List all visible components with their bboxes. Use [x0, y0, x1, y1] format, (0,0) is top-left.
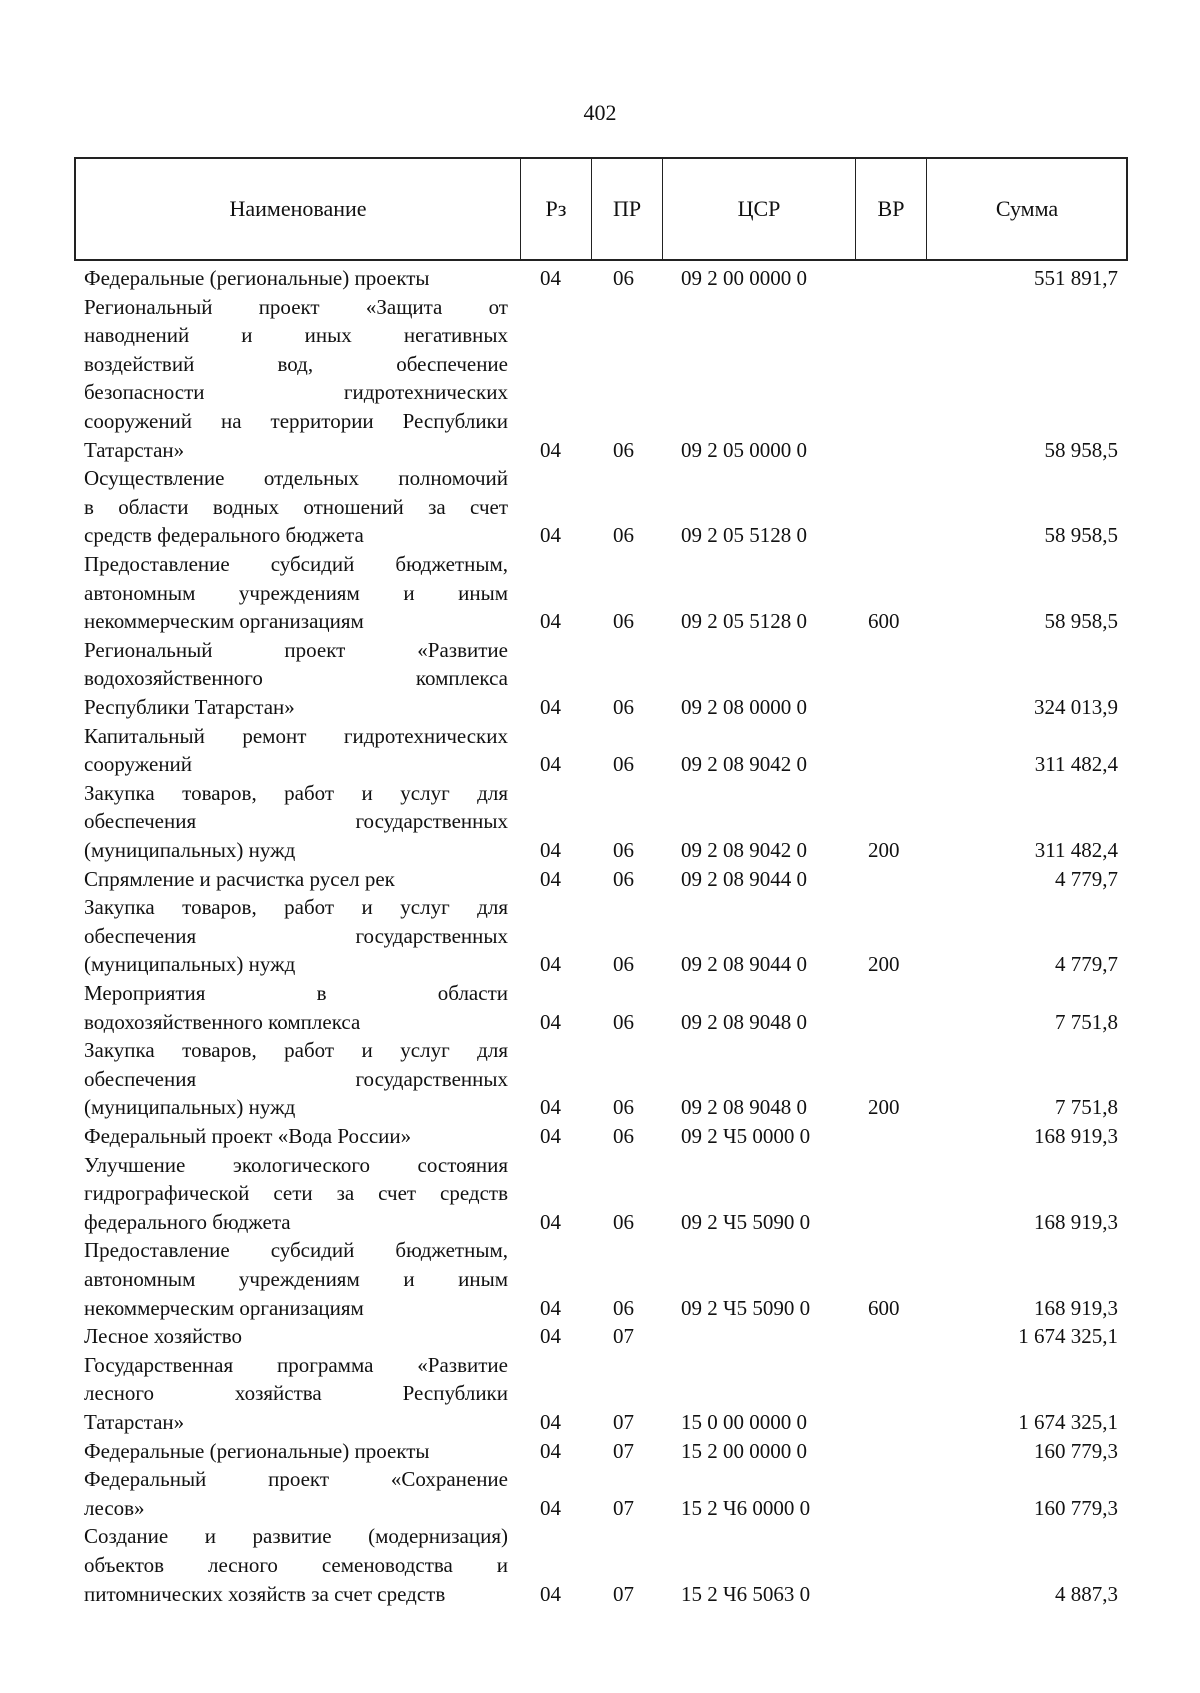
row-sum: 160 779,3 [1034, 1495, 1118, 1520]
row-name-line: обеспечения государственных [84, 809, 508, 834]
row-pr: 06 [613, 609, 634, 634]
row-pr: 06 [613, 1095, 634, 1120]
row-name-line: федерального бюджета [84, 1209, 291, 1234]
table-row [0, 722, 1200, 779]
table-row [0, 1351, 1200, 1437]
row-name [84, 1522, 508, 1608]
row-name [84, 1236, 508, 1322]
row-name-line: лесов» [84, 1495, 145, 1520]
row-name [84, 636, 508, 722]
row-sum: 551 891,7 [1034, 266, 1118, 290]
row-pr: 06 [613, 838, 634, 862]
table-row [0, 264, 1200, 293]
row-pr: 06 [613, 1209, 634, 1234]
row-name-line: лесного хозяйства Республики [84, 1381, 508, 1406]
row-sum: 7 751,8 [1055, 1009, 1118, 1034]
row-name-line: Предоставление субсидий бюджетным, [84, 552, 508, 576]
row-name-line: Капитальный ремонт гидротехнических [84, 723, 508, 748]
row-name-line: наводнений и иных негативных [84, 323, 508, 348]
row-sum: 168 919,3 [1034, 1295, 1118, 1320]
row-csr: 09 2 Ч5 5090 0 [681, 1209, 811, 1234]
row-pr: 06 [613, 1009, 634, 1034]
row-sum: 4 779,7 [1055, 866, 1118, 891]
row-name-line: в области водных отношений за счет [84, 494, 508, 519]
row-sum: 58 958,5 [1044, 609, 1118, 634]
row-csr: 09 2 08 9042 0 [681, 838, 807, 862]
row-sum: 168 919,3 [1034, 1209, 1118, 1234]
page-number: 402 [583, 100, 617, 125]
row-sum: 58 958,5 [1044, 437, 1118, 462]
row-pr: 07 [613, 1324, 634, 1349]
row-rz: 04 [540, 695, 561, 719]
row-name [84, 1322, 508, 1351]
row-rz: 04 [540, 1209, 561, 1234]
header-csr: ЦСР [737, 196, 781, 221]
row-csr: 15 2 00 0000 0 [681, 1438, 807, 1463]
header-name: Наименование [229, 196, 367, 221]
row-name-line: воздействий вод, обеспечение [84, 351, 508, 376]
row-csr: 15 0 00 0000 0 [681, 1410, 807, 1434]
row-name-line: Федеральные (региональные) проекты [84, 266, 430, 290]
table-row [0, 1465, 1200, 1522]
table-row [0, 1122, 1200, 1151]
row-csr: 09 2 05 5128 0 [681, 523, 807, 548]
table-row [0, 464, 1200, 550]
row-pr: 07 [613, 1438, 634, 1463]
row-name-line: Мероприятия в области [84, 981, 508, 1005]
row-name-line: Татарстан» [84, 437, 185, 462]
row-csr: 09 2 Ч5 5090 0 [681, 1295, 811, 1320]
row-pr: 06 [613, 1295, 634, 1320]
row-csr: 09 2 08 9044 0 [681, 952, 807, 977]
row-name-line: Закупка товаров, работ и услуг для [84, 1038, 508, 1063]
row-name-line: Региональный проект «Развитие [84, 637, 508, 662]
row-name-line: автономным учреждениям и иным [84, 580, 508, 605]
row-vr: 200 [868, 1095, 900, 1120]
row-name-line: Региональный проект «Защита от [84, 294, 508, 319]
row-csr: 09 2 08 9042 0 [681, 752, 807, 777]
row-sum: 7 751,8 [1055, 1095, 1118, 1120]
row-pr: 07 [613, 1410, 634, 1434]
row-sum: 168 919,3 [1034, 1124, 1118, 1148]
row-rz: 04 [540, 1095, 561, 1120]
row-rz: 04 [540, 1581, 561, 1606]
row-name-line: автономным учреждениям и иным [84, 1266, 508, 1291]
row-pr: 06 [613, 1124, 634, 1148]
table-header [74, 157, 1128, 261]
row-vr: 200 [868, 952, 900, 977]
row-pr: 07 [613, 1495, 634, 1520]
table-row [0, 1036, 1200, 1122]
row-rz: 04 [540, 1124, 561, 1148]
header-rz: Рз [545, 196, 567, 221]
row-csr: 09 2 08 9048 0 [681, 1095, 807, 1120]
row-csr: 09 2 08 9044 0 [681, 866, 807, 891]
row-name [84, 865, 508, 894]
row-rz: 04 [540, 866, 561, 891]
row-sum: 311 482,4 [1034, 752, 1118, 777]
row-sum: 58 958,5 [1044, 523, 1118, 548]
row-name [84, 464, 508, 550]
row-sum: 4 779,7 [1055, 952, 1118, 977]
row-name-line: обеспечения государственных [84, 923, 508, 948]
row-pr: 06 [613, 866, 634, 891]
row-rz: 04 [540, 752, 561, 777]
row-rz: 04 [540, 1495, 561, 1520]
row-name-line: некоммерческим организациям [84, 1295, 364, 1320]
row-sum: 1 674 325,1 [1018, 1324, 1118, 1349]
row-name-line: Федеральный проект «Вода России» [84, 1124, 412, 1148]
row-name-line: объектов лесного семеноводства и [84, 1552, 508, 1577]
header-vr: ВР [877, 196, 905, 221]
header-pr: ПР [612, 196, 642, 221]
row-sum: 324 013,9 [1034, 695, 1118, 719]
row-csr: 09 2 05 5128 0 [681, 609, 807, 634]
row-name-line: (муниципальных) нужд [84, 952, 296, 977]
row-name [84, 893, 508, 979]
row-rz: 04 [540, 609, 561, 634]
table-row [0, 865, 1200, 894]
row-name-line: Предоставление субсидий бюджетным, [84, 1238, 508, 1263]
row-name [84, 722, 508, 779]
row-csr: 09 2 Ч5 0000 0 [681, 1124, 811, 1148]
row-vr: 600 [868, 609, 900, 634]
row-pr: 06 [613, 523, 634, 548]
row-sum: 160 779,3 [1034, 1438, 1118, 1463]
row-name-line: гидрографической сети за счет средств [84, 1181, 508, 1206]
row-csr: 15 2 Ч6 5063 0 [681, 1581, 811, 1606]
row-pr: 06 [613, 952, 634, 977]
row-name-line: Федеральные (региональные) проекты [84, 1438, 430, 1463]
row-name-line: Спрямление и расчистка русел рек [84, 866, 395, 891]
row-csr: 09 2 08 0000 0 [681, 695, 807, 719]
row-csr: 09 2 05 0000 0 [681, 437, 807, 462]
row-pr: 06 [613, 437, 634, 462]
row-sum: 4 887,3 [1055, 1581, 1118, 1606]
row-name [84, 550, 508, 636]
row-rz: 04 [540, 1438, 561, 1463]
row-name-line: сооружений на территории Республики [84, 408, 508, 433]
row-rz: 04 [540, 952, 561, 977]
table-row [0, 779, 1200, 865]
table-row [0, 1236, 1200, 1322]
row-name [84, 293, 508, 465]
row-rz: 04 [540, 1009, 561, 1034]
row-sum: 311 482,4 [1034, 838, 1118, 862]
row-name-line: Улучшение экологического состояния [84, 1152, 508, 1177]
row-name [84, 1122, 508, 1151]
row-name [84, 1351, 508, 1437]
table-row [0, 550, 1200, 636]
row-sum: 1 674 325,1 [1018, 1410, 1118, 1434]
row-name-line: безопасности гидротехнических [84, 380, 508, 405]
row-vr: 600 [868, 1295, 900, 1320]
row-name-line: Федеральный проект «Сохранение [84, 1467, 508, 1492]
row-name-line: Осуществление отдельных полномочий [84, 466, 508, 491]
table-row [0, 1437, 1200, 1466]
row-name-line: средств федерального бюджета [84, 523, 364, 548]
row-csr: 15 2 Ч6 0000 0 [681, 1495, 811, 1520]
row-name-line: (муниципальных) нужд [84, 1095, 296, 1120]
row-name-line: Государственная программа «Развитие [84, 1352, 508, 1377]
row-name-line: (муниципальных) нужд [84, 837, 296, 862]
table-row [0, 893, 1200, 979]
row-rz: 04 [540, 523, 561, 548]
row-rz: 04 [540, 1324, 561, 1349]
row-name-line: водохозяйственного комплекса [84, 666, 508, 691]
row-rz: 04 [540, 266, 561, 290]
row-name [84, 1437, 508, 1466]
row-name-line: обеспечения государственных [84, 1066, 508, 1091]
row-name-line: Республики Татарстан» [84, 694, 295, 719]
table-row [0, 293, 1200, 465]
row-name-line: Лесное хозяйство [84, 1324, 242, 1349]
row-name-line: Закупка товаров, работ и услуг для [84, 895, 508, 920]
row-rz: 04 [540, 1410, 561, 1434]
row-pr: 06 [613, 266, 634, 290]
table-row [0, 979, 1200, 1036]
row-pr: 06 [613, 752, 634, 777]
row-name [84, 979, 508, 1036]
row-rz: 04 [540, 1295, 561, 1320]
row-name [84, 1151, 508, 1237]
row-name-line: водохозяйственного комплекса [84, 1009, 361, 1034]
row-name-line: сооружений [84, 752, 193, 777]
row-pr: 06 [613, 695, 634, 719]
row-name [84, 264, 508, 293]
row-rz: 04 [540, 437, 561, 462]
row-name-line: питомнических хозяйств за счет средств [84, 1581, 446, 1606]
row-name [84, 1465, 508, 1522]
row-vr: 200 [868, 838, 900, 862]
row-name [84, 779, 508, 865]
row-name-line: некоммерческим организациям [84, 609, 364, 634]
row-rz: 04 [540, 838, 561, 862]
row-name-line: Закупка товаров, работ и услуг для [84, 780, 508, 805]
row-name-line: Татарстан» [84, 1409, 185, 1434]
header-sum: Сумма [995, 196, 1059, 221]
table-row [0, 1151, 1200, 1237]
table-row [0, 1322, 1200, 1351]
table-row [0, 1522, 1200, 1608]
table-row [0, 636, 1200, 722]
row-pr: 07 [613, 1581, 634, 1606]
row-csr: 09 2 00 0000 0 [681, 266, 807, 290]
row-name [84, 1036, 508, 1122]
row-csr: 09 2 08 9048 0 [681, 1009, 807, 1034]
row-name-line: Создание и развитие (модернизация) [84, 1524, 508, 1549]
